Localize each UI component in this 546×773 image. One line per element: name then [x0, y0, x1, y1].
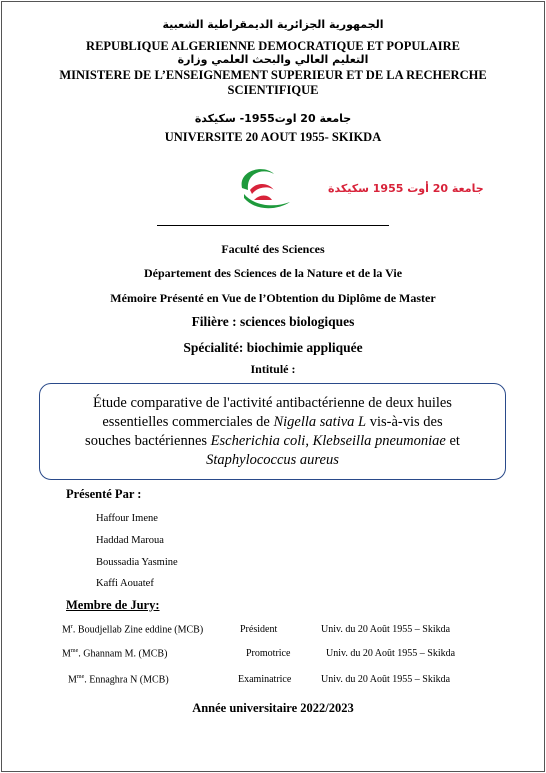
jury-member-role: Promotrice: [246, 648, 291, 659]
student-name: Haffour Imene: [96, 513, 158, 524]
jury-member-role: Examinatrice: [238, 674, 292, 685]
intitule-label: Intitulé :: [250, 362, 296, 376]
ministry-french-line2: SCIENTIFIQUE: [227, 83, 319, 97]
student-name: Haddad Maroua: [96, 535, 164, 546]
title-line-2: essentielles commerciales de Nigella sativa L vis-à-vis des: [102, 414, 443, 430]
student-name: Boussadia Yasmine: [96, 557, 178, 568]
student-name: Kaffi Aouatef: [96, 578, 154, 589]
title-line-4: Staphylococcus aureus: [206, 452, 339, 468]
jury-member-name: $M^r$. Boudjellab Zine eddine (MCB): [62, 624, 204, 636]
jury-member-affiliation: Univ. du 20 Août 1955 – Skikda: [326, 648, 456, 659]
title-line-1: Étude comparative de l'activité antibactérienne de deux huiles: [93, 395, 452, 411]
jury-member-name: $M^{me}$. Ennaghra N (MCB): [68, 674, 169, 686]
divider-line: [157, 225, 389, 226]
university-logo-icon: [234, 160, 484, 218]
university-french: UNIVERSITE 20 AOUT 1955- SKIKDA: [164, 130, 382, 144]
republic-arabic: الجمهورية الجزائرية الديمقراطية الشعبية: [162, 18, 384, 31]
university-arabic: جامعة 20 اوت1955- سكيكدة: [194, 112, 352, 125]
specialite: Spécialité: biochimie appliquée: [183, 340, 363, 355]
jury-member-affiliation: Univ. du 20 Août 1955 – Skikda: [321, 674, 451, 685]
title-line-3: souches bactériennes Escherichia coli, Klebseilla pneumoniae et: [85, 433, 460, 449]
department: Département des Sciences de la Nature et de la Vie: [143, 266, 403, 280]
republic-french: REPUBLIQUE ALGERIENNE DEMOCRATIQUE ET POPULAIRE: [86, 39, 460, 53]
jury-member-name: $M^{me}$. Ghannam M. (MCB): [62, 648, 168, 660]
ministry-french-line1: MINISTERE DE L’ENSEIGNEMENT SUPERIEUR ET DE LA RECHERCHE: [59, 68, 487, 82]
jury-member-role: Président: [240, 624, 278, 635]
filiere: Filière : sciences biologiques: [191, 314, 355, 329]
faculty: Faculté des Sciences: [221, 242, 325, 256]
presented-by-label: Présenté Par :: [66, 487, 142, 501]
ministry-arabic: التعليم العالي والبحث العلمي وزارة: [177, 53, 369, 66]
logo-text: جامعة 20 أوت 1955 سكيكدة: [328, 182, 484, 195]
memoire-description: Mémoire Présenté en Vue de l’Obtention du Diplôme de Master: [110, 291, 436, 305]
jury-label: Membre de Jury:: [66, 598, 160, 612]
jury-member-affiliation: Univ. du 20 Août 1955 – Skikda: [321, 624, 451, 635]
academic-year: Année universitaire 2022/2023: [192, 701, 354, 715]
thesis-title-box: [39, 383, 506, 480]
